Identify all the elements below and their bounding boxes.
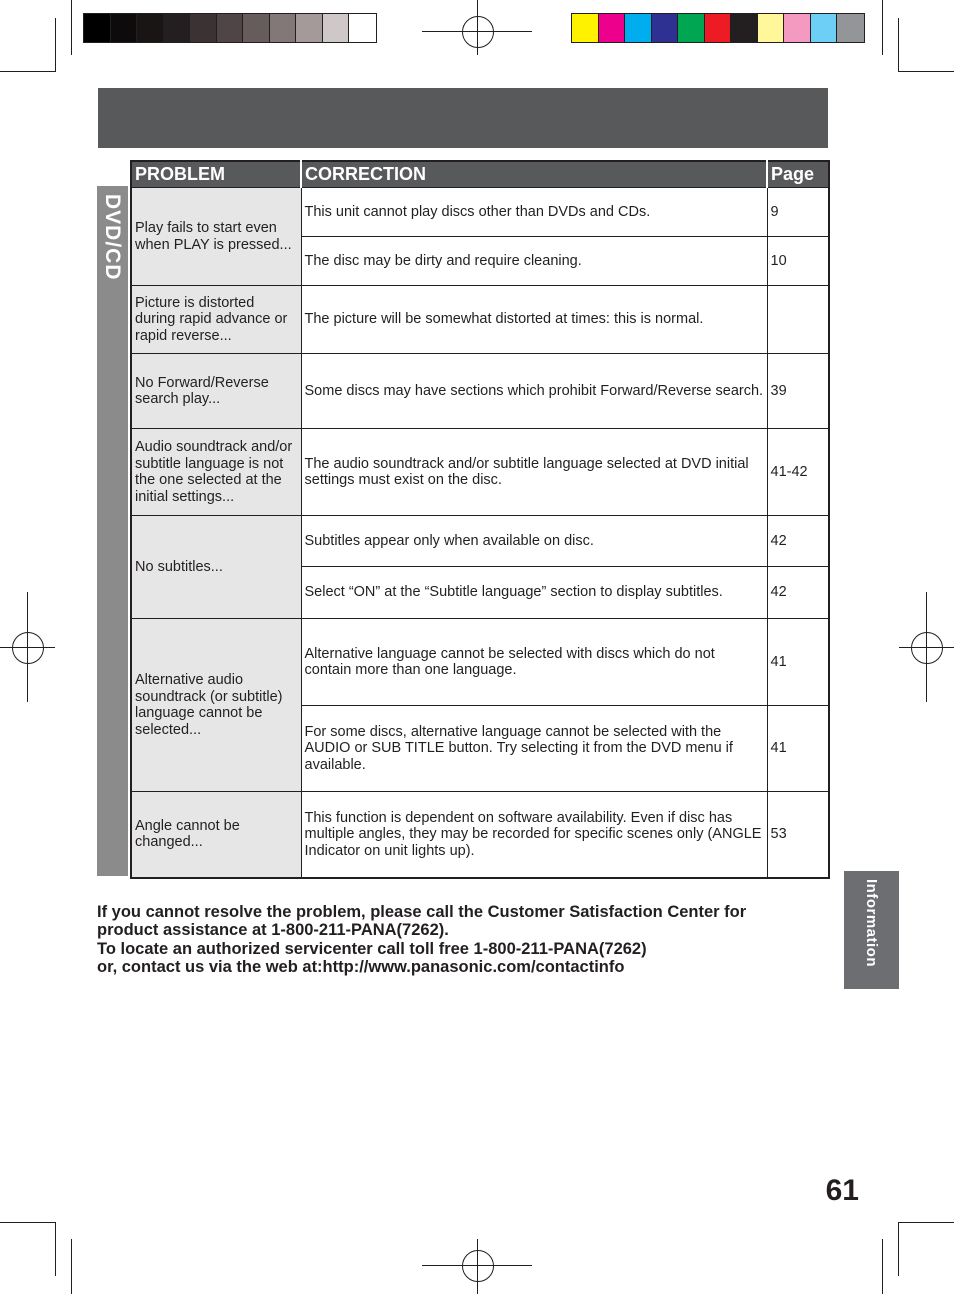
correction-cell: Alternative language cannot be selected with discs which do not contain more than one language. [301,619,767,706]
color-swatch [731,14,758,42]
crop-mark [899,71,954,72]
crop-mark [898,18,899,72]
page-cell: 41-42 [767,429,829,516]
page-cell: 42 [767,516,829,567]
crop-mark [55,1222,56,1276]
table-header-row [131,161,829,188]
color-swatch [837,14,864,42]
table-row [131,619,829,706]
registration-circle [462,1250,494,1282]
table-row [131,354,829,429]
correction-cell: For some discs, alternative language cannot be selected with the AUDIO or SUB TITLE button. Try selecting it from the DVD menu if available. [301,706,767,792]
crop-mark [882,0,883,55]
correction-cell: The audio soundtrack and/or subtitle language selected at DVD initial settings must exist on the disc. [301,429,767,516]
crop-mark [898,1222,899,1276]
problem-column-header: PROBLEM [131,161,301,188]
color-swatch [111,14,138,42]
notice-line: or, contact us via the web at:http://www.panasonic.com/contactinfo [97,957,625,976]
problem-cell: Angle cannot be changed... [131,792,301,878]
color-swatch [678,14,705,42]
crop-mark [71,1239,72,1294]
page-cell: 10 [767,237,829,286]
color-swatch [270,14,297,42]
color-swatch [217,14,244,42]
crop-mark [0,1222,55,1223]
color-swatch [784,14,811,42]
color-swatch [296,14,323,42]
color-swatch [599,14,626,42]
table-row [131,792,829,878]
page-cell: 41 [767,706,829,792]
correction-cell: The picture will be somewhat distorted at times: this is normal. [301,286,767,354]
table-row [131,188,829,237]
color-swatch [84,14,111,42]
table-row [131,286,829,354]
table-row [131,516,829,567]
side-tab-label: DVD/CD [101,194,124,281]
correction-column-header: CORRECTION [301,161,767,188]
page-cell: 39 [767,354,829,429]
page-cell: 42 [767,567,829,619]
notice-line: To locate an authorized servicenter call toll free 1-800-211-PANA(7262) [97,939,647,958]
crop-mark [0,71,55,72]
information-tab [844,871,899,989]
correction-cell: The disc may be dirty and require cleaning. [301,237,767,286]
information-tab-label: Information [863,879,880,967]
page-column-header: Page [767,161,829,188]
crop-mark [71,0,72,55]
color-swatch [190,14,217,42]
grayscale-color-bar [83,13,377,43]
correction-cell: This unit cannot play discs other than DVDs and CDs. [301,188,767,237]
color-swatch [572,14,599,42]
problem-cell: No subtitles... [131,516,301,619]
troubleshooting-table [130,160,830,879]
crop-mark [55,18,56,72]
color-swatch [625,14,652,42]
table-row [131,429,829,516]
page-cell: 41 [767,619,829,706]
color-swatch [811,14,838,42]
notice-line: product assistance at 1-800-211-PANA(7262). [97,921,449,940]
customer-support-notice [97,903,837,976]
section-header-bar [98,88,828,148]
crop-mark [899,1222,954,1223]
crop-mark [882,1239,883,1294]
notice-line: If you cannot resolve the problem, please call the Customer Satisfaction Center for [97,903,747,921]
problem-cell: No Forward/Reverse search play... [131,354,301,429]
registration-circle [911,632,943,664]
problem-cell: Alternative audio soundtrack (or subtitle) language cannot be selected... [131,619,301,792]
color-swatch [243,14,270,42]
page-cell: 53 [767,792,829,878]
problem-cell: Play fails to start even when PLAY is pressed... [131,188,301,286]
color-swatch [705,14,732,42]
page-cell [767,286,829,354]
page-number: 61 [825,1174,859,1207]
dvd-cd-side-tab [97,186,128,876]
color-swatch [323,14,350,42]
process-color-bar [571,13,865,43]
problem-cell: Audio soundtrack and/or subtitle language is not the one selected at the initial settings... [131,429,301,516]
registration-circle [462,16,494,48]
page-cell: 9 [767,188,829,237]
correction-cell: Some discs may have sections which prohibit Forward/Reverse search. [301,354,767,429]
registration-circle [12,632,44,664]
color-swatch [758,14,785,42]
problem-cell: Picture is distorted during rapid advance or rapid reverse... [131,286,301,354]
correction-cell: Select “ON” at the “Subtitle language” section to display subtitles. [301,567,767,619]
color-swatch [164,14,191,42]
correction-cell: This function is dependent on software availability. Even if disc has multiple angles, they may be recorded for specific scenes only (ANGLE Indicator on unit lights up). [301,792,767,878]
color-swatch [349,14,376,42]
correction-cell: Subtitles appear only when available on disc. [301,516,767,567]
color-swatch [137,14,164,42]
color-swatch [652,14,679,42]
